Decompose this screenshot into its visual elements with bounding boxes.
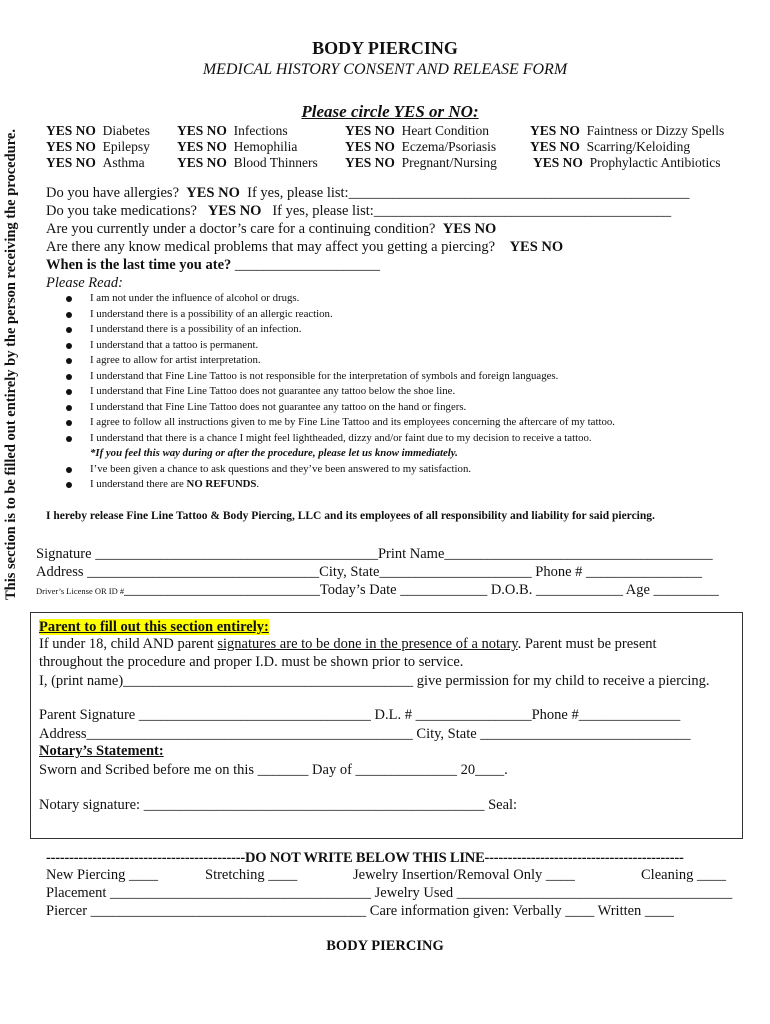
sworn-line[interactable]: Sworn and Scribed before me on this _______ Day of ______________ 20____. (39, 762, 508, 778)
parent-permission-line[interactable]: I, (print name)________________________________________ give permission for my child to receive a piercing. (39, 673, 710, 689)
condition-infections[interactable] (177, 123, 288, 139)
yes-no-option[interactable]: YES NO (186, 185, 240, 201)
list-item (66, 415, 615, 431)
list-item (66, 477, 615, 493)
notary-requirement: signatures are to be done in the presence of a notary (217, 636, 518, 652)
yes-no-option[interactable]: YES NO (530, 123, 580, 138)
period-text: . (256, 478, 260, 490)
medications-list-field[interactable]: If yes, please list:_________________________________________ (272, 203, 672, 219)
statement-text: I agree to allow for artist interpretation. (90, 354, 261, 366)
do-not-write-divider (46, 850, 684, 867)
bullet-icon (66, 420, 72, 426)
statement-text: I understand there is a possibility of an allergic reaction. (90, 307, 333, 320)
list-item (66, 322, 615, 338)
placement-line[interactable]: Placement ____________________________________ Jewelry Used ______________________________________ (46, 885, 733, 901)
statement-text: I understand there are (90, 478, 184, 490)
parent-instructions (39, 636, 657, 653)
address-line[interactable]: Address ________________________________City, State_____________________ Phone # ________________ (36, 564, 703, 580)
yes-no-option[interactable]: YES NO (177, 155, 227, 170)
statement-text: I understand that a tattoo is permanent. (90, 338, 259, 351)
statement-text: I understand that Fine Line Tattoo is not responsible for the interpretation of symbols and foreign languages. (90, 369, 559, 382)
parent-signature-line[interactable]: Parent Signature ________________________________ D.L. # ________________Phone #______________ (39, 707, 681, 723)
condition-asthma[interactable] (46, 155, 145, 171)
bullet-icon (66, 467, 72, 473)
yes-no-option[interactable]: YES NO (533, 155, 583, 170)
condition-pregnant[interactable] (345, 155, 497, 171)
yes-no-option[interactable]: YES NO (177, 139, 227, 154)
form-title: BODY PIERCING (312, 38, 458, 58)
condition-label: Eczema/Psoriasis (401, 139, 497, 154)
list-item (66, 338, 615, 354)
list-item (66, 307, 615, 323)
please-read-heading: Please Read: (46, 275, 123, 291)
statement-text: I understand that Fine Line Tattoo does not guarantee any tattoo on the hand or fingers. (90, 400, 467, 413)
yes-no-option[interactable]: YES NO (177, 123, 227, 138)
no-refunds-text: NO REFUNDS (186, 478, 257, 490)
bullet-icon (66, 405, 72, 411)
condition-faintness[interactable] (530, 123, 724, 139)
question-medications (46, 203, 671, 220)
condition-prophylactic[interactable] (533, 155, 721, 171)
statement-text: I understand that there is a chance I might feel lightheaded, dizzy and/or faint due to my decision to receive a tattoo. (90, 431, 592, 444)
condition-label: Scarring/Keloiding (586, 139, 691, 154)
parent-heading-text: Parent to fill out this section entirely: (39, 619, 269, 635)
license-line[interactable] (36, 582, 719, 599)
jewelry-insertion-field[interactable]: Jewelry Insertion/Removal Only ____ (353, 867, 575, 883)
list-item (66, 369, 615, 385)
statement-text: I’ve been given a chance to ask questions and they’ve been answered to my satisfaction. (90, 462, 472, 475)
cleaning-field[interactable]: Cleaning ____ (641, 867, 726, 883)
condition-label: Hemophilia (233, 139, 298, 154)
yes-no-option[interactable]: YES NO (46, 139, 96, 154)
parent-heading (39, 618, 269, 636)
list-item (66, 353, 615, 369)
form-subtitle: MEDICAL HISTORY CONSENT AND RELEASE FORM (202, 61, 568, 78)
condition-label: Infections (233, 123, 288, 138)
parent-instructions-2: throughout the procedure and proper I.D. must be shown prior to service. (39, 654, 464, 670)
yes-no-option[interactable]: YES NO (442, 221, 497, 237)
condition-label: Heart Condition (401, 123, 490, 138)
piercer-line[interactable]: Piercer ______________________________________ Care information given: Verbally ____ Written ____ (46, 903, 674, 919)
bullet-icon (66, 358, 72, 364)
list-item (66, 431, 615, 447)
new-piercing-field[interactable]: New Piercing ____ (46, 867, 158, 883)
last-ate-field[interactable]: ____________________ (234, 257, 380, 273)
question-text: Are you currently under a doctor’s care for a continuing condition? (46, 221, 436, 237)
condition-label: Faintness or Dizzy Spells (586, 123, 725, 138)
condition-blood-thinners[interactable] (177, 155, 318, 171)
stretching-field[interactable]: Stretching ____ (205, 867, 298, 883)
parent-address-line[interactable]: Address_____________________________________________ City, State _____________________________ (39, 726, 691, 742)
condition-epilepsy[interactable] (46, 139, 150, 155)
list-item (66, 291, 615, 307)
yes-no-option[interactable]: YES NO (46, 155, 96, 170)
notary-heading: Notary’s Statement: (39, 743, 164, 759)
question-allergies (46, 185, 689, 202)
text-fragment: . Parent must be present (517, 636, 657, 652)
bullet-icon (66, 327, 72, 333)
question-doctor-care (46, 221, 496, 238)
faint-note: *If you feel this way during or after the procedure, please let us know immediately. (90, 447, 458, 459)
release-statement: I hereby release Fine Line Tattoo & Body Piercing, LLC and its employees of all responsibility and liability for said piercing. (46, 510, 655, 522)
condition-label: Pregnant/Nursing (401, 155, 497, 170)
license-label: Driver’s License OR ID # (36, 586, 125, 596)
bullet-icon (66, 389, 72, 395)
condition-hemophilia[interactable] (177, 139, 297, 155)
condition-label: Epilepsy (102, 139, 150, 154)
bullet-icon (66, 312, 72, 318)
condition-label: Asthma (102, 155, 145, 170)
question-text: When is the last time you ate? (46, 257, 232, 273)
text-fragment: If under 18, child AND parent (39, 636, 218, 652)
condition-diabetes[interactable] (46, 123, 150, 139)
circle-instruction: Please circle YES or NO: (301, 102, 479, 121)
bullet-icon (66, 296, 72, 302)
statement-text: I understand there is a possibility of an infection. (90, 323, 302, 335)
condition-label: Prophylactic Antibiotics (589, 155, 721, 170)
question-medical-problems (46, 239, 563, 256)
side-instruction: This section is to be filled out entirely by the person receiving the procedure. (3, 129, 19, 600)
footer-title: BODY PIERCING (326, 938, 444, 954)
license-fields[interactable]: ___________________________Today’s Date ____________ D.O.B. ____________ Age _________ (124, 582, 719, 598)
question-last-ate (46, 257, 380, 274)
condition-scarring[interactable] (530, 139, 690, 155)
allergies-list-field[interactable]: If yes, please list:_______________________________________________ (247, 185, 690, 201)
yes-no-option[interactable]: YES NO (345, 123, 395, 138)
question-text: Do you have allergies? (46, 185, 180, 201)
list-item (66, 384, 615, 400)
condition-label: Blood Thinners (233, 155, 318, 170)
bullet-icon (66, 436, 72, 442)
statement-text: I understand that Fine Line Tattoo does not guarantee any tattoo below the shoe line. (90, 385, 456, 397)
acknowledgement-list (66, 291, 615, 493)
bullet-icon (66, 374, 72, 380)
yes-no-option[interactable]: YES NO (345, 139, 395, 154)
signature-line[interactable]: Signature _______________________________________Print Name_____________________________________ (36, 546, 713, 562)
question-text: Are there any know medical problems that may affect you getting a piercing? (46, 239, 496, 255)
list-item (66, 400, 615, 416)
yes-no-option[interactable]: YES NO (530, 139, 580, 154)
bullet-icon (66, 482, 72, 488)
yes-no-option[interactable]: YES NO (509, 239, 564, 255)
bullet-icon (66, 343, 72, 349)
yes-no-option[interactable]: YES NO (207, 203, 262, 219)
yes-no-option[interactable]: YES NO (345, 155, 395, 170)
question-text: Do you take medications? (46, 203, 197, 219)
list-item (66, 462, 615, 478)
condition-heart[interactable] (345, 123, 489, 139)
statement-text: I am not under the influence of alcohol or drugs. (90, 292, 300, 304)
yes-no-option[interactable]: YES NO (46, 123, 96, 138)
condition-eczema[interactable] (345, 139, 496, 155)
condition-label: Diabetes (102, 123, 150, 138)
notary-signature-line[interactable]: Notary signature: _______________________________________________ Seal: (39, 797, 518, 813)
divider-text: -------------------------------------------DO NOT WRITE BELOW THIS LINE------------------------------------------- (46, 850, 684, 866)
statement-text: I agree to follow all instructions given to me by Fine Line Tattoo and its employees concerning the aftercare of my tattoo. (90, 416, 615, 428)
